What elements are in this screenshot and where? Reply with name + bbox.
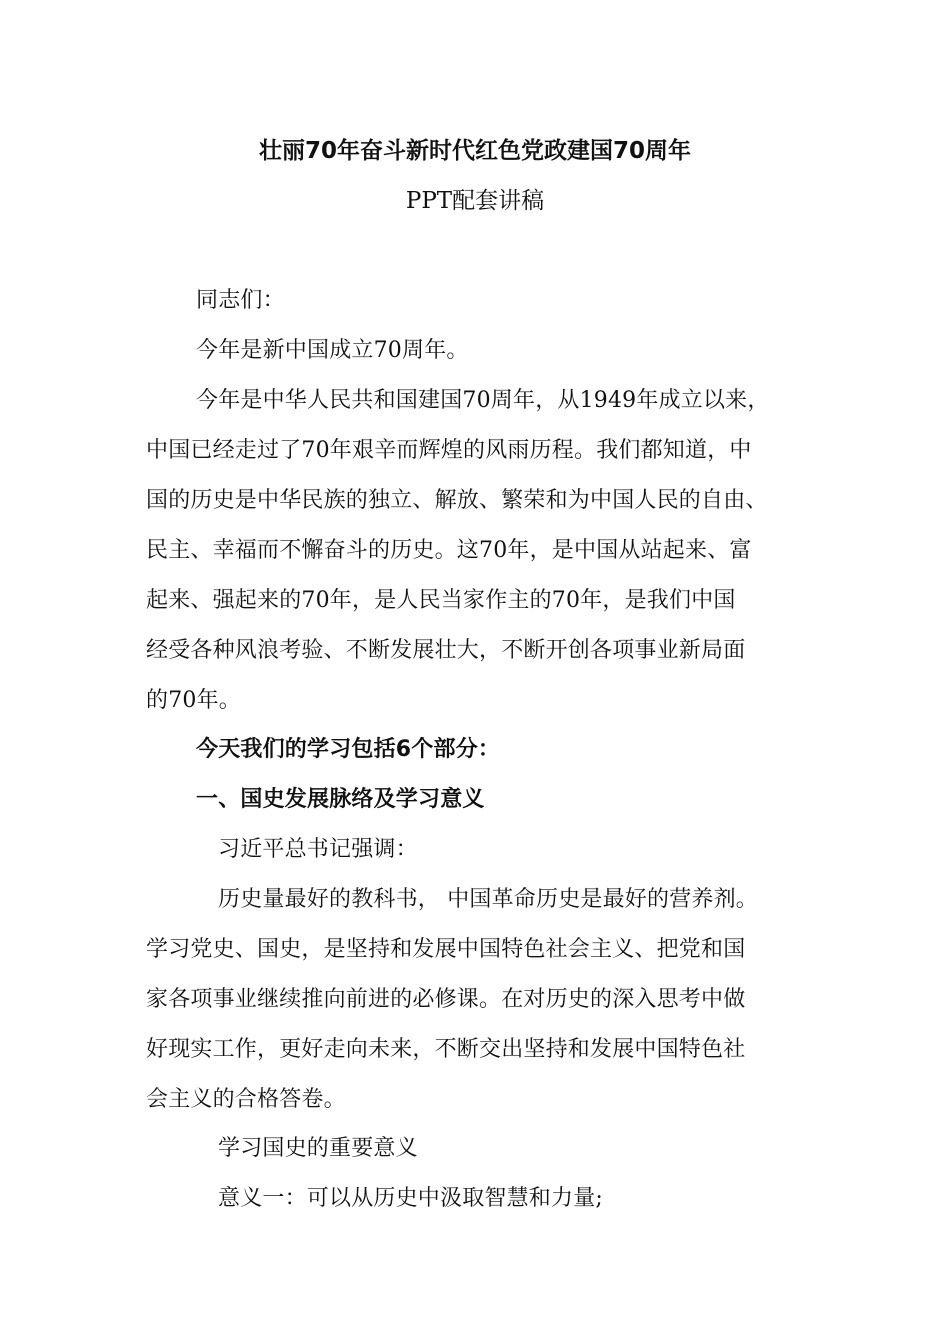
paragraph-1-line: 起来、强起来的70年，是人民当家作主的70年，是我们中国 — [146, 588, 736, 613]
paragraph-1-line: 中国已经走过了70年艰辛而辉煌的风雨历程。我们都知道，中 — [146, 438, 752, 463]
paragraph-2-line: 会主义的合格答卷。 — [146, 1087, 346, 1112]
section-1-heading: 一、国史发展脉络及学习意义 — [196, 787, 485, 812]
parts-heading: 今天我们的学习包括6个部分： — [196, 737, 501, 762]
paragraph-1-line: 的70年。 — [146, 688, 241, 713]
paragraph-1-line: 经受各种风浪考验、不断发展壮大，不断开创各项事业新局面 — [146, 638, 746, 663]
paragraph-1-line: 国的历史是中华民族的独立、解放、繁荣和为中国人民的自由、 — [146, 488, 768, 513]
significance-item-1: 意义一：可以从历史中汲取智慧和力量; — [218, 1186, 604, 1211]
paragraph-1-line: 民主、幸福而不懈奋斗的历史。这70年，是中国从站起来、富 — [146, 538, 752, 563]
document-title-line-2: PPT配套讲稿 — [405, 188, 545, 214]
paragraph-2-line: 历史量最好的教科书， 中国革命历史是最好的营养剂。 — [218, 887, 758, 912]
paragraph-2-line: 学习党史、国史，是坚持和发展中国特色社会主义、把党和国 — [146, 937, 746, 962]
intro-paragraph: 今年是新中国成立70周年。 — [196, 338, 469, 363]
paragraph-2-line: 家各项事业继续推向前进的必修课。在对历史的深入思考中做 — [146, 987, 746, 1012]
paragraph-1-line: 今年是中华人民共和国建国70周年，从1949年成立以来， — [196, 388, 770, 413]
document-title-line-1: 壮丽70年奋斗新时代红色党政建国70周年 — [258, 138, 691, 164]
significance-heading: 学习国史的重要意义 — [218, 1136, 418, 1161]
greeting: 同志们： — [196, 288, 285, 313]
paragraph-2-line: 好现实工作，更好走向未来，不断交出坚持和发展中国特色社 — [146, 1037, 746, 1062]
quote-intro: 习近平总书记强调： — [218, 837, 418, 862]
